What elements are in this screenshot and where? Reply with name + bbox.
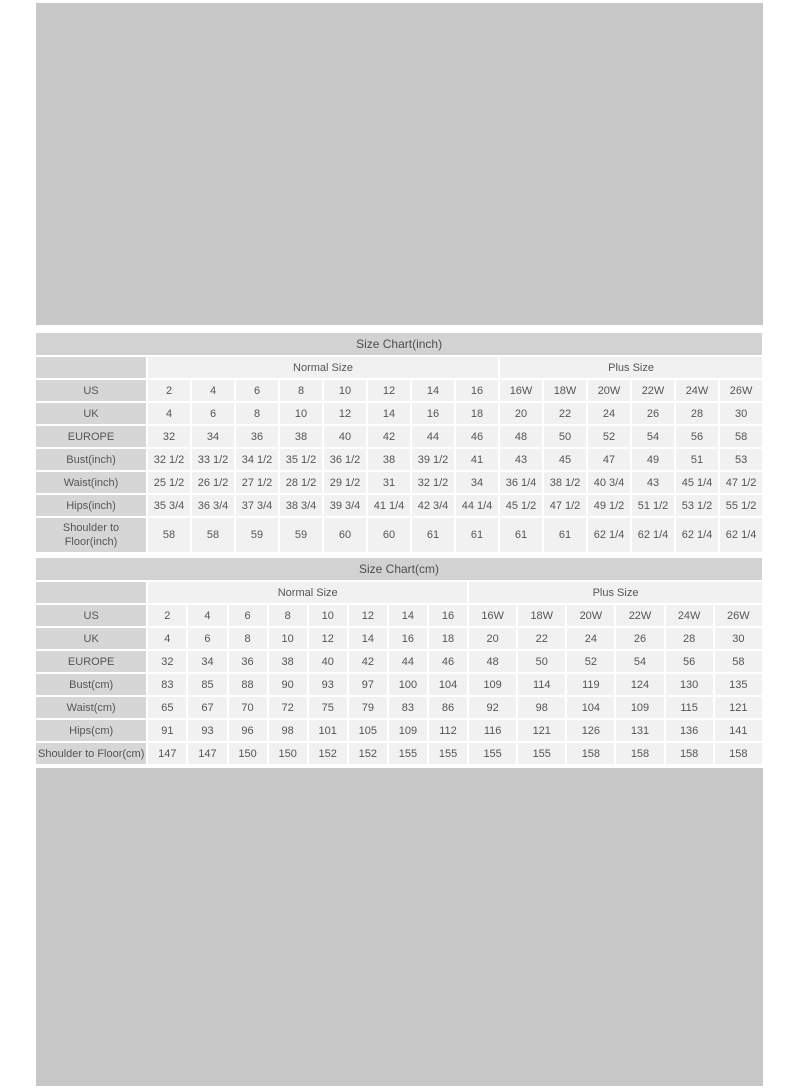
value-cell: 12 xyxy=(349,605,387,626)
value-cell: 26 xyxy=(616,628,663,649)
value-cell: 60 xyxy=(368,518,410,552)
value-cell: 158 xyxy=(567,743,614,764)
value-cell: 36 1/2 xyxy=(324,449,366,470)
row-label: Hips(cm) xyxy=(36,720,146,741)
value-cell: 155 xyxy=(469,743,516,764)
table-row xyxy=(36,380,762,401)
value-cell: 101 xyxy=(309,720,347,741)
value-cell: 61 xyxy=(544,518,586,552)
row-label: US xyxy=(36,380,146,401)
table-row xyxy=(36,674,762,695)
value-cell: 14 xyxy=(368,403,410,424)
value-cell: 54 xyxy=(632,426,674,447)
value-cell: 115 xyxy=(666,697,713,718)
column-group-header: Plus Size xyxy=(500,357,762,378)
value-cell: 8 xyxy=(269,605,307,626)
value-cell: 6 xyxy=(236,380,278,401)
value-cell: 147 xyxy=(148,743,186,764)
value-cell: 51 1/2 xyxy=(632,495,674,516)
value-cell: 141 xyxy=(715,720,762,741)
table-row xyxy=(36,651,762,672)
value-cell: 8 xyxy=(229,628,267,649)
value-cell: 155 xyxy=(389,743,427,764)
value-cell: 67 xyxy=(188,697,226,718)
value-cell: 98 xyxy=(518,697,565,718)
value-cell: 20 xyxy=(469,628,516,649)
table-row xyxy=(36,449,762,470)
value-cell: 44 xyxy=(389,651,427,672)
value-cell: 131 xyxy=(616,720,663,741)
table-row xyxy=(36,472,762,493)
value-cell: 44 xyxy=(412,426,454,447)
value-cell: 47 xyxy=(588,449,630,470)
value-cell: 47 1/2 xyxy=(544,495,586,516)
value-cell: 96 xyxy=(229,720,267,741)
value-cell: 45 xyxy=(544,449,586,470)
value-cell: 48 xyxy=(500,426,542,447)
value-cell: 56 xyxy=(676,426,718,447)
value-cell: 121 xyxy=(715,697,762,718)
value-cell: 158 xyxy=(715,743,762,764)
value-cell: 41 xyxy=(456,449,498,470)
value-cell: 43 xyxy=(632,472,674,493)
value-cell: 36 1/4 xyxy=(500,472,542,493)
value-cell: 112 xyxy=(429,720,467,741)
value-cell: 85 xyxy=(188,674,226,695)
value-cell: 109 xyxy=(469,674,516,695)
value-cell: 32 1/2 xyxy=(148,449,190,470)
value-cell: 4 xyxy=(188,605,226,626)
value-cell: 50 xyxy=(544,426,586,447)
row-label: Shoulder to Floor(cm) xyxy=(36,743,146,764)
value-cell: 61 xyxy=(412,518,454,552)
value-cell: 116 xyxy=(469,720,516,741)
row-label: Waist(cm) xyxy=(36,697,146,718)
value-cell: 49 1/2 xyxy=(588,495,630,516)
value-cell: 37 3/4 xyxy=(236,495,278,516)
column-group-row xyxy=(36,357,762,378)
value-cell: 121 xyxy=(518,720,565,741)
row-label: EUROPE xyxy=(36,651,146,672)
corner-cell xyxy=(36,582,146,603)
table-row xyxy=(36,518,762,552)
value-cell: 83 xyxy=(389,697,427,718)
row-label: UK xyxy=(36,628,146,649)
value-cell: 12 xyxy=(309,628,347,649)
value-cell: 30 xyxy=(715,628,762,649)
value-cell: 22 xyxy=(518,628,565,649)
value-cell: 8 xyxy=(280,380,322,401)
value-cell: 59 xyxy=(280,518,322,552)
value-cell: 39 3/4 xyxy=(324,495,366,516)
value-cell: 32 1/2 xyxy=(412,472,454,493)
value-cell: 47 1/2 xyxy=(720,472,762,493)
value-cell: 28 xyxy=(666,628,713,649)
value-cell: 109 xyxy=(389,720,427,741)
value-cell: 65 xyxy=(148,697,186,718)
value-cell: 24W xyxy=(676,380,718,401)
value-cell: 32 xyxy=(148,426,190,447)
value-cell: 22 xyxy=(544,403,586,424)
value-cell: 18 xyxy=(429,628,467,649)
value-cell: 27 1/2 xyxy=(236,472,278,493)
value-cell: 53 xyxy=(720,449,762,470)
value-cell: 26 1/2 xyxy=(192,472,234,493)
value-cell: 16 xyxy=(429,605,467,626)
value-cell: 42 xyxy=(368,426,410,447)
value-cell: 20W xyxy=(567,605,614,626)
value-cell: 58 xyxy=(720,426,762,447)
value-cell: 54 xyxy=(616,651,663,672)
value-cell: 109 xyxy=(616,697,663,718)
row-label: Shoulder to Floor(inch) xyxy=(36,518,146,552)
value-cell: 147 xyxy=(188,743,226,764)
value-cell: 150 xyxy=(269,743,307,764)
table-row xyxy=(36,605,762,626)
value-cell: 105 xyxy=(349,720,387,741)
value-cell: 34 xyxy=(456,472,498,493)
value-cell: 4 xyxy=(148,628,186,649)
value-cell: 124 xyxy=(616,674,663,695)
value-cell: 155 xyxy=(429,743,467,764)
value-cell: 18W xyxy=(518,605,565,626)
value-cell: 10 xyxy=(309,605,347,626)
value-cell: 88 xyxy=(229,674,267,695)
value-cell: 45 1/4 xyxy=(676,472,718,493)
value-cell: 18 xyxy=(456,403,498,424)
value-cell: 20W xyxy=(588,380,630,401)
value-cell: 100 xyxy=(389,674,427,695)
value-cell: 16 xyxy=(456,380,498,401)
value-cell: 6 xyxy=(188,628,226,649)
value-cell: 62 1/4 xyxy=(588,518,630,552)
corner-cell xyxy=(36,357,146,378)
value-cell: 155 xyxy=(518,743,565,764)
value-cell: 49 xyxy=(632,449,674,470)
value-cell: 58 xyxy=(192,518,234,552)
value-cell: 20 xyxy=(500,403,542,424)
value-cell: 24W xyxy=(666,605,713,626)
column-group-header: Plus Size xyxy=(469,582,762,603)
value-cell: 56 xyxy=(666,651,713,672)
value-cell: 35 1/2 xyxy=(280,449,322,470)
value-cell: 52 xyxy=(567,651,614,672)
table-row xyxy=(36,403,762,424)
value-cell: 22W xyxy=(632,380,674,401)
value-cell: 10 xyxy=(269,628,307,649)
value-cell: 42 3/4 xyxy=(412,495,454,516)
table-row xyxy=(36,495,762,516)
value-cell: 75 xyxy=(309,697,347,718)
value-cell: 42 xyxy=(349,651,387,672)
value-cell: 130 xyxy=(666,674,713,695)
value-cell: 50 xyxy=(518,651,565,672)
value-cell: 30 xyxy=(720,403,762,424)
value-cell: 4 xyxy=(192,380,234,401)
value-cell: 18W xyxy=(544,380,586,401)
value-cell: 52 xyxy=(588,426,630,447)
value-cell: 43 xyxy=(500,449,542,470)
value-cell: 40 xyxy=(309,651,347,672)
value-cell: 38 xyxy=(280,426,322,447)
value-cell: 91 xyxy=(148,720,186,741)
value-cell: 22W xyxy=(616,605,663,626)
table-title: Size Chart(cm) xyxy=(36,558,762,580)
value-cell: 29 1/2 xyxy=(324,472,366,493)
image-placeholder-top xyxy=(36,3,763,325)
value-cell: 2 xyxy=(148,380,190,401)
value-cell: 61 xyxy=(500,518,542,552)
value-cell: 83 xyxy=(148,674,186,695)
value-cell: 92 xyxy=(469,697,516,718)
value-cell: 58 xyxy=(148,518,190,552)
value-cell: 35 3/4 xyxy=(148,495,190,516)
value-cell: 34 xyxy=(188,651,226,672)
value-cell: 26 xyxy=(632,403,674,424)
table-row xyxy=(36,697,762,718)
value-cell: 39 1/2 xyxy=(412,449,454,470)
row-label: UK xyxy=(36,403,146,424)
value-cell: 40 xyxy=(324,426,366,447)
value-cell: 104 xyxy=(429,674,467,695)
value-cell: 119 xyxy=(567,674,614,695)
value-cell: 62 1/4 xyxy=(720,518,762,552)
value-cell: 24 xyxy=(567,628,614,649)
value-cell: 93 xyxy=(188,720,226,741)
value-cell: 34 xyxy=(192,426,234,447)
table-title-row xyxy=(36,333,762,355)
table-title: Size Chart(inch) xyxy=(36,333,762,355)
value-cell: 26W xyxy=(720,380,762,401)
table-row xyxy=(36,743,762,764)
size-chart-cm-table xyxy=(34,556,764,766)
value-cell: 70 xyxy=(229,697,267,718)
value-cell: 53 1/2 xyxy=(676,495,718,516)
value-cell: 6 xyxy=(229,605,267,626)
value-cell: 46 xyxy=(429,651,467,672)
value-cell: 16 xyxy=(389,628,427,649)
value-cell: 16W xyxy=(469,605,516,626)
row-label: Bust(cm) xyxy=(36,674,146,695)
value-cell: 10 xyxy=(324,380,366,401)
value-cell: 36 3/4 xyxy=(192,495,234,516)
value-cell: 62 1/4 xyxy=(676,518,718,552)
table-row xyxy=(36,720,762,741)
value-cell: 61 xyxy=(456,518,498,552)
value-cell: 26W xyxy=(715,605,762,626)
value-cell: 150 xyxy=(229,743,267,764)
table-title-row xyxy=(36,558,762,580)
value-cell: 51 xyxy=(676,449,718,470)
value-cell: 38 xyxy=(368,449,410,470)
value-cell: 44 1/4 xyxy=(456,495,498,516)
value-cell: 41 1/4 xyxy=(368,495,410,516)
value-cell: 12 xyxy=(324,403,366,424)
value-cell: 158 xyxy=(666,743,713,764)
value-cell: 158 xyxy=(616,743,663,764)
value-cell: 98 xyxy=(269,720,307,741)
value-cell: 36 xyxy=(236,426,278,447)
value-cell: 31 xyxy=(368,472,410,493)
value-cell: 28 xyxy=(676,403,718,424)
value-cell: 45 1/2 xyxy=(500,495,542,516)
value-cell: 6 xyxy=(192,403,234,424)
value-cell: 16 xyxy=(412,403,454,424)
value-cell: 14 xyxy=(412,380,454,401)
value-cell: 48 xyxy=(469,651,516,672)
value-cell: 136 xyxy=(666,720,713,741)
value-cell: 59 xyxy=(236,518,278,552)
value-cell: 28 1/2 xyxy=(280,472,322,493)
value-cell: 46 xyxy=(456,426,498,447)
value-cell: 97 xyxy=(349,674,387,695)
row-label: US xyxy=(36,605,146,626)
value-cell: 86 xyxy=(429,697,467,718)
value-cell: 60 xyxy=(324,518,366,552)
value-cell: 152 xyxy=(349,743,387,764)
value-cell: 38 3/4 xyxy=(280,495,322,516)
value-cell: 104 xyxy=(567,697,614,718)
value-cell: 34 1/2 xyxy=(236,449,278,470)
value-cell: 38 xyxy=(269,651,307,672)
value-cell: 8 xyxy=(236,403,278,424)
value-cell: 36 xyxy=(229,651,267,672)
row-label: Hips(inch) xyxy=(36,495,146,516)
image-placeholder-bottom xyxy=(36,768,763,1086)
value-cell: 135 xyxy=(715,674,762,695)
value-cell: 24 xyxy=(588,403,630,424)
value-cell: 2 xyxy=(148,605,186,626)
value-cell: 40 3/4 xyxy=(588,472,630,493)
value-cell: 14 xyxy=(389,605,427,626)
value-cell: 4 xyxy=(148,403,190,424)
value-cell: 79 xyxy=(349,697,387,718)
row-label: Waist(inch) xyxy=(36,472,146,493)
value-cell: 62 1/4 xyxy=(632,518,674,552)
value-cell: 16W xyxy=(500,380,542,401)
size-chart-inch-table xyxy=(34,331,764,554)
value-cell: 12 xyxy=(368,380,410,401)
column-group-header: Normal Size xyxy=(148,582,467,603)
value-cell: 38 1/2 xyxy=(544,472,586,493)
value-cell: 58 xyxy=(715,651,762,672)
value-cell: 126 xyxy=(567,720,614,741)
column-group-header: Normal Size xyxy=(148,357,498,378)
row-label: EUROPE xyxy=(36,426,146,447)
value-cell: 55 1/2 xyxy=(720,495,762,516)
value-cell: 25 1/2 xyxy=(148,472,190,493)
table-row xyxy=(36,426,762,447)
value-cell: 33 1/2 xyxy=(192,449,234,470)
value-cell: 93 xyxy=(309,674,347,695)
table-row xyxy=(36,628,762,649)
row-label: Bust(inch) xyxy=(36,449,146,470)
value-cell: 14 xyxy=(349,628,387,649)
value-cell: 72 xyxy=(269,697,307,718)
value-cell: 10 xyxy=(280,403,322,424)
value-cell: 152 xyxy=(309,743,347,764)
value-cell: 32 xyxy=(148,651,186,672)
column-group-row xyxy=(36,582,762,603)
value-cell: 114 xyxy=(518,674,565,695)
value-cell: 90 xyxy=(269,674,307,695)
